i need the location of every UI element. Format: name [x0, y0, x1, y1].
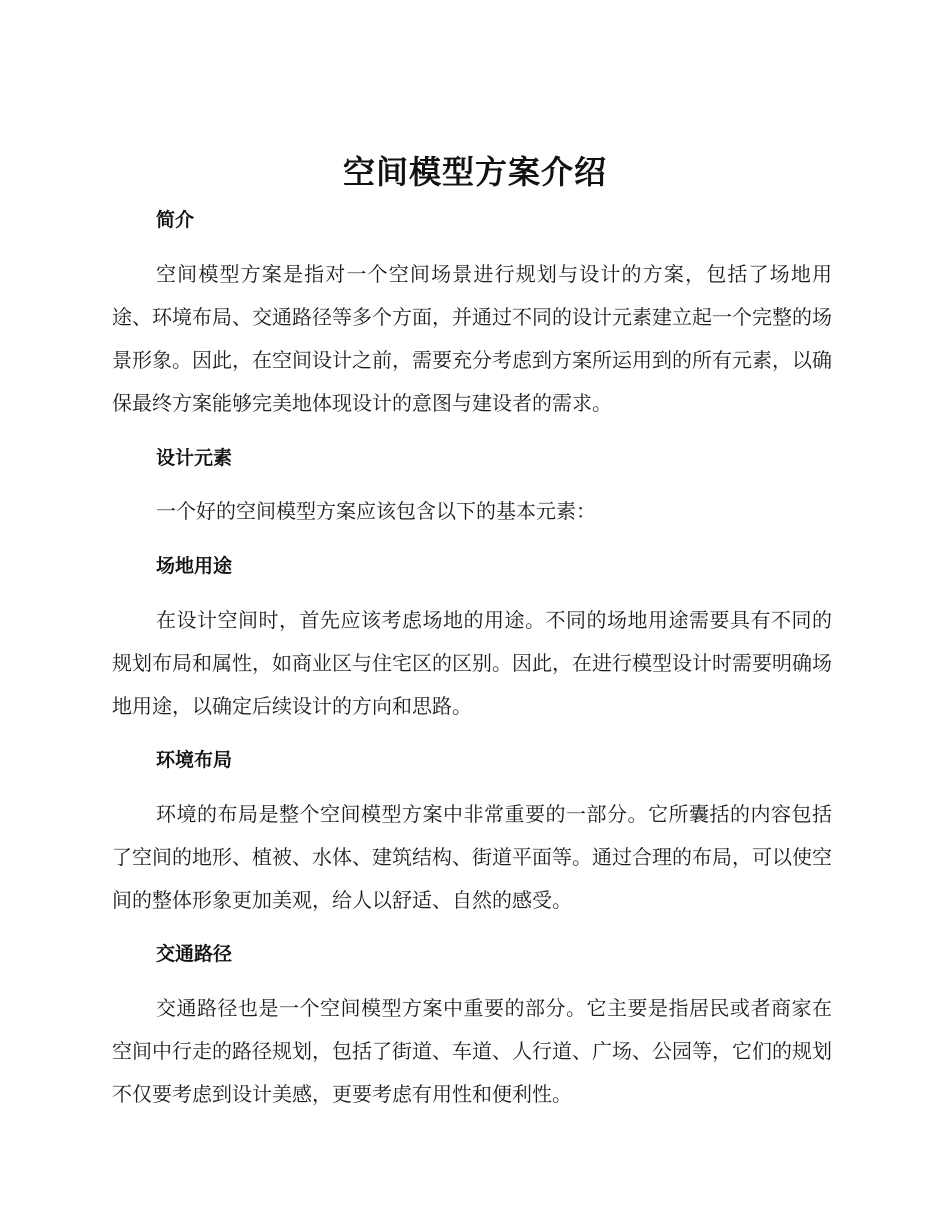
- document-title: 空间模型方案介绍: [342, 153, 607, 191]
- section-heading-environment-layout: 环境布局: [156, 749, 233, 771]
- section-paragraph-intro: 空间模型方案是指对一个空间场景进行规划与设计的方案，包括了场地用途、环境布局、交通路径等多个方面，并通过不同的设计元素建立起一个完整的场景形象。因此，在空间设计之前，需要充分考虑到方案所运用到的所有元素，以确保最终方案能够完美地体现设计的意图与建设者的需求。: [112, 262, 832, 415]
- section-paragraph-traffic-path: 交通路径也是一个空间模型方案中重要的部分。它主要是指居民或者商家在空间中行走的路径规划，包括了街道、车道、人行道、广场、公园等，它们的规划不仅要考虑到设计美感，更要考虑有用性和便利性。: [112, 996, 832, 1106]
- section-heading-traffic-path: 交通路径: [156, 943, 233, 965]
- section-paragraph-environment-layout: 环境的布局是整个空间模型方案中非常重要的一部分。它所囊括的内容包括了空间的地形、植被、水体、建筑结构、街道平面等。通过合理的布局，可以使空间的整体形象更加美观，给人以舒适、自然的感受。: [112, 802, 832, 912]
- section-heading-intro: 简介: [156, 209, 195, 231]
- section-paragraph-design-elements: 一个好的空间模型方案应该包含以下的基本元素：: [156, 499, 596, 523]
- section-paragraph-site-use: 在设计空间时，首先应该考虑场地的用途。不同的场地用途需要具有不同的规划布局和属性，如商业区与住宅区的区别。因此，在进行模型设计时需要明确场地用途，以确定后续设计的方向和思路。: [112, 608, 832, 718]
- section-heading-site-use: 场地用途: [156, 555, 233, 577]
- section-heading-design-elements: 设计元素: [156, 447, 233, 469]
